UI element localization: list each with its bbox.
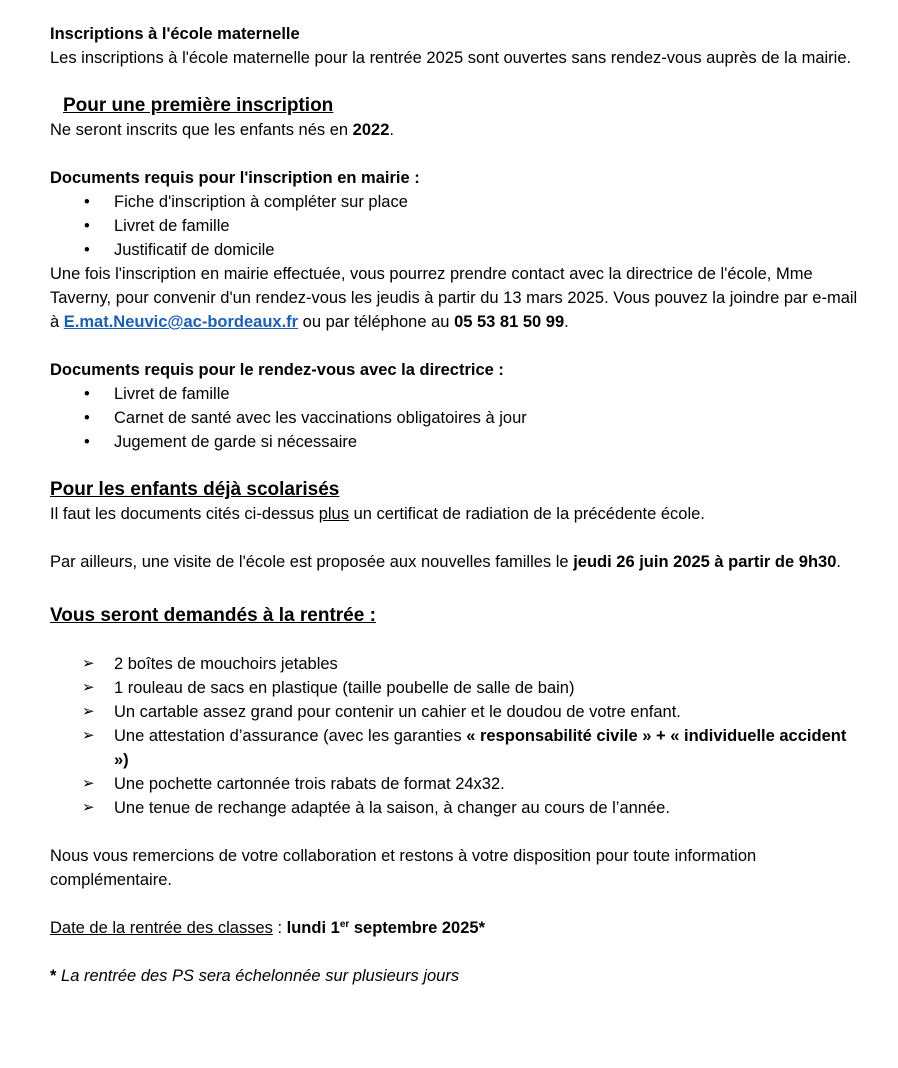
bullet-icon: • [84,217,90,235]
list-item: ➢ Un cartable assez grand pour contenir un cahier et le doudou de votre enfant. [50,700,860,724]
intro-paragraph: Les inscriptions à l'école maternelle pour la rentrée 2025 sont ouvertes sans rendez-vous auprès de la mairie. [50,49,852,67]
bullet-icon: • [84,193,90,211]
eligibility-year: 2022 [352,121,390,139]
footnote: * La rentrée des PS sera échelonnée sur plusieurs jours [50,967,460,985]
contact-paragraph: Une fois l'inscription en mairie effectuée, vous pourrez prendre contact avec la directrice de l'école, Mme Taverny, pour convenir d'un rendez-vous les jeudis à partir du 13 mars 2025. Vous pouvez la joindre par e-mail à E.mat.Neuvic@ac-bordeaux.fr ou par téléphone au 05 53 81 50 99. [50,265,858,331]
mairie-docs-list [50,190,860,262]
bullet-icon: • [84,385,90,403]
arrow-bullet-icon: ➢ [82,679,95,696]
arrow-bullet-icon: ➢ [82,655,95,672]
arrow-bullet-icon: ➢ [82,799,95,816]
first-registration-heading: Pour une première inscription [63,95,334,116]
list-item: • Jugement de garde si nécessaire [50,430,860,454]
list-item: ➢ 2 boîtes de mouchoirs jetables [50,652,860,676]
visit-paragraph: Par ailleurs, une visite de l'école est proposée aux nouvelles familles le jeudi 26 juin 2025 à partir de 9h30. [50,553,841,571]
rentree-list [50,652,860,820]
page-title: Inscriptions à l'école maternelle [50,25,300,43]
list-item: • Livret de famille [50,214,860,238]
bullet-icon: • [84,409,90,427]
document-page [50,22,860,988]
list-item: • Carnet de santé avec les vaccinations obligatoires à jour [50,406,860,430]
eligibility-text: Ne seront inscrits que les enfants nés en 2022. [50,121,394,139]
list-item: ➢ Une attestation d’assurance (avec les garanties « responsabilité civile » + « individuelle accident ») [50,724,860,772]
list-item: ➢ Une pochette cartonnée trois rabats de format 24x32. [50,772,860,796]
start-date-line: Date de la rentrée des classes : lundi 1er septembre 2025* [50,919,486,937]
arrow-bullet-icon: ➢ [82,703,95,720]
director-docs-heading: Documents requis pour le rendez-vous avec la directrice : [50,361,504,379]
bullet-icon: • [84,241,90,259]
arrow-bullet-icon: ➢ [82,727,95,744]
email-link[interactable]: E.mat.Neuvic@ac-bordeaux.fr [63,313,299,331]
director-docs-list [50,382,860,454]
mairie-docs-heading: Documents requis pour l'inscription en mairie : [50,169,420,187]
already-schooled-heading: Pour les enfants déjà scolarisés [50,479,340,500]
visit-date: jeudi 26 juin 2025 à partir de 9h30 [573,553,837,571]
already-schooled-text: Il faut les documents cités ci-dessus plus un certificat de radiation de la précédente école. [50,505,705,523]
arrow-bullet-icon: ➢ [82,775,95,792]
start-date-label: Date de la rentrée des classes [50,919,273,937]
list-item: • Justificatif de domicile [50,238,860,262]
start-date-value: lundi 1er septembre 2025* [286,919,486,937]
bullet-icon: • [84,433,90,451]
list-item: ➢ Une tenue de rechange adaptée à la saison, à changer au cours de l’année. [50,796,860,820]
phone-number: 05 53 81 50 99 [454,313,565,331]
list-item: ➢ 1 rouleau de sacs en plastique (taille poubelle de salle de bain) [50,676,860,700]
list-item: • Fiche d'inscription à compléter sur place [50,190,860,214]
rentree-heading: Vous seront demandés à la rentrée : [50,605,376,626]
list-item: • Livret de famille [50,382,860,406]
thanks-paragraph: Nous vous remercions de votre collaboration et restons à votre disposition pour toute information complémentaire. [50,847,757,889]
